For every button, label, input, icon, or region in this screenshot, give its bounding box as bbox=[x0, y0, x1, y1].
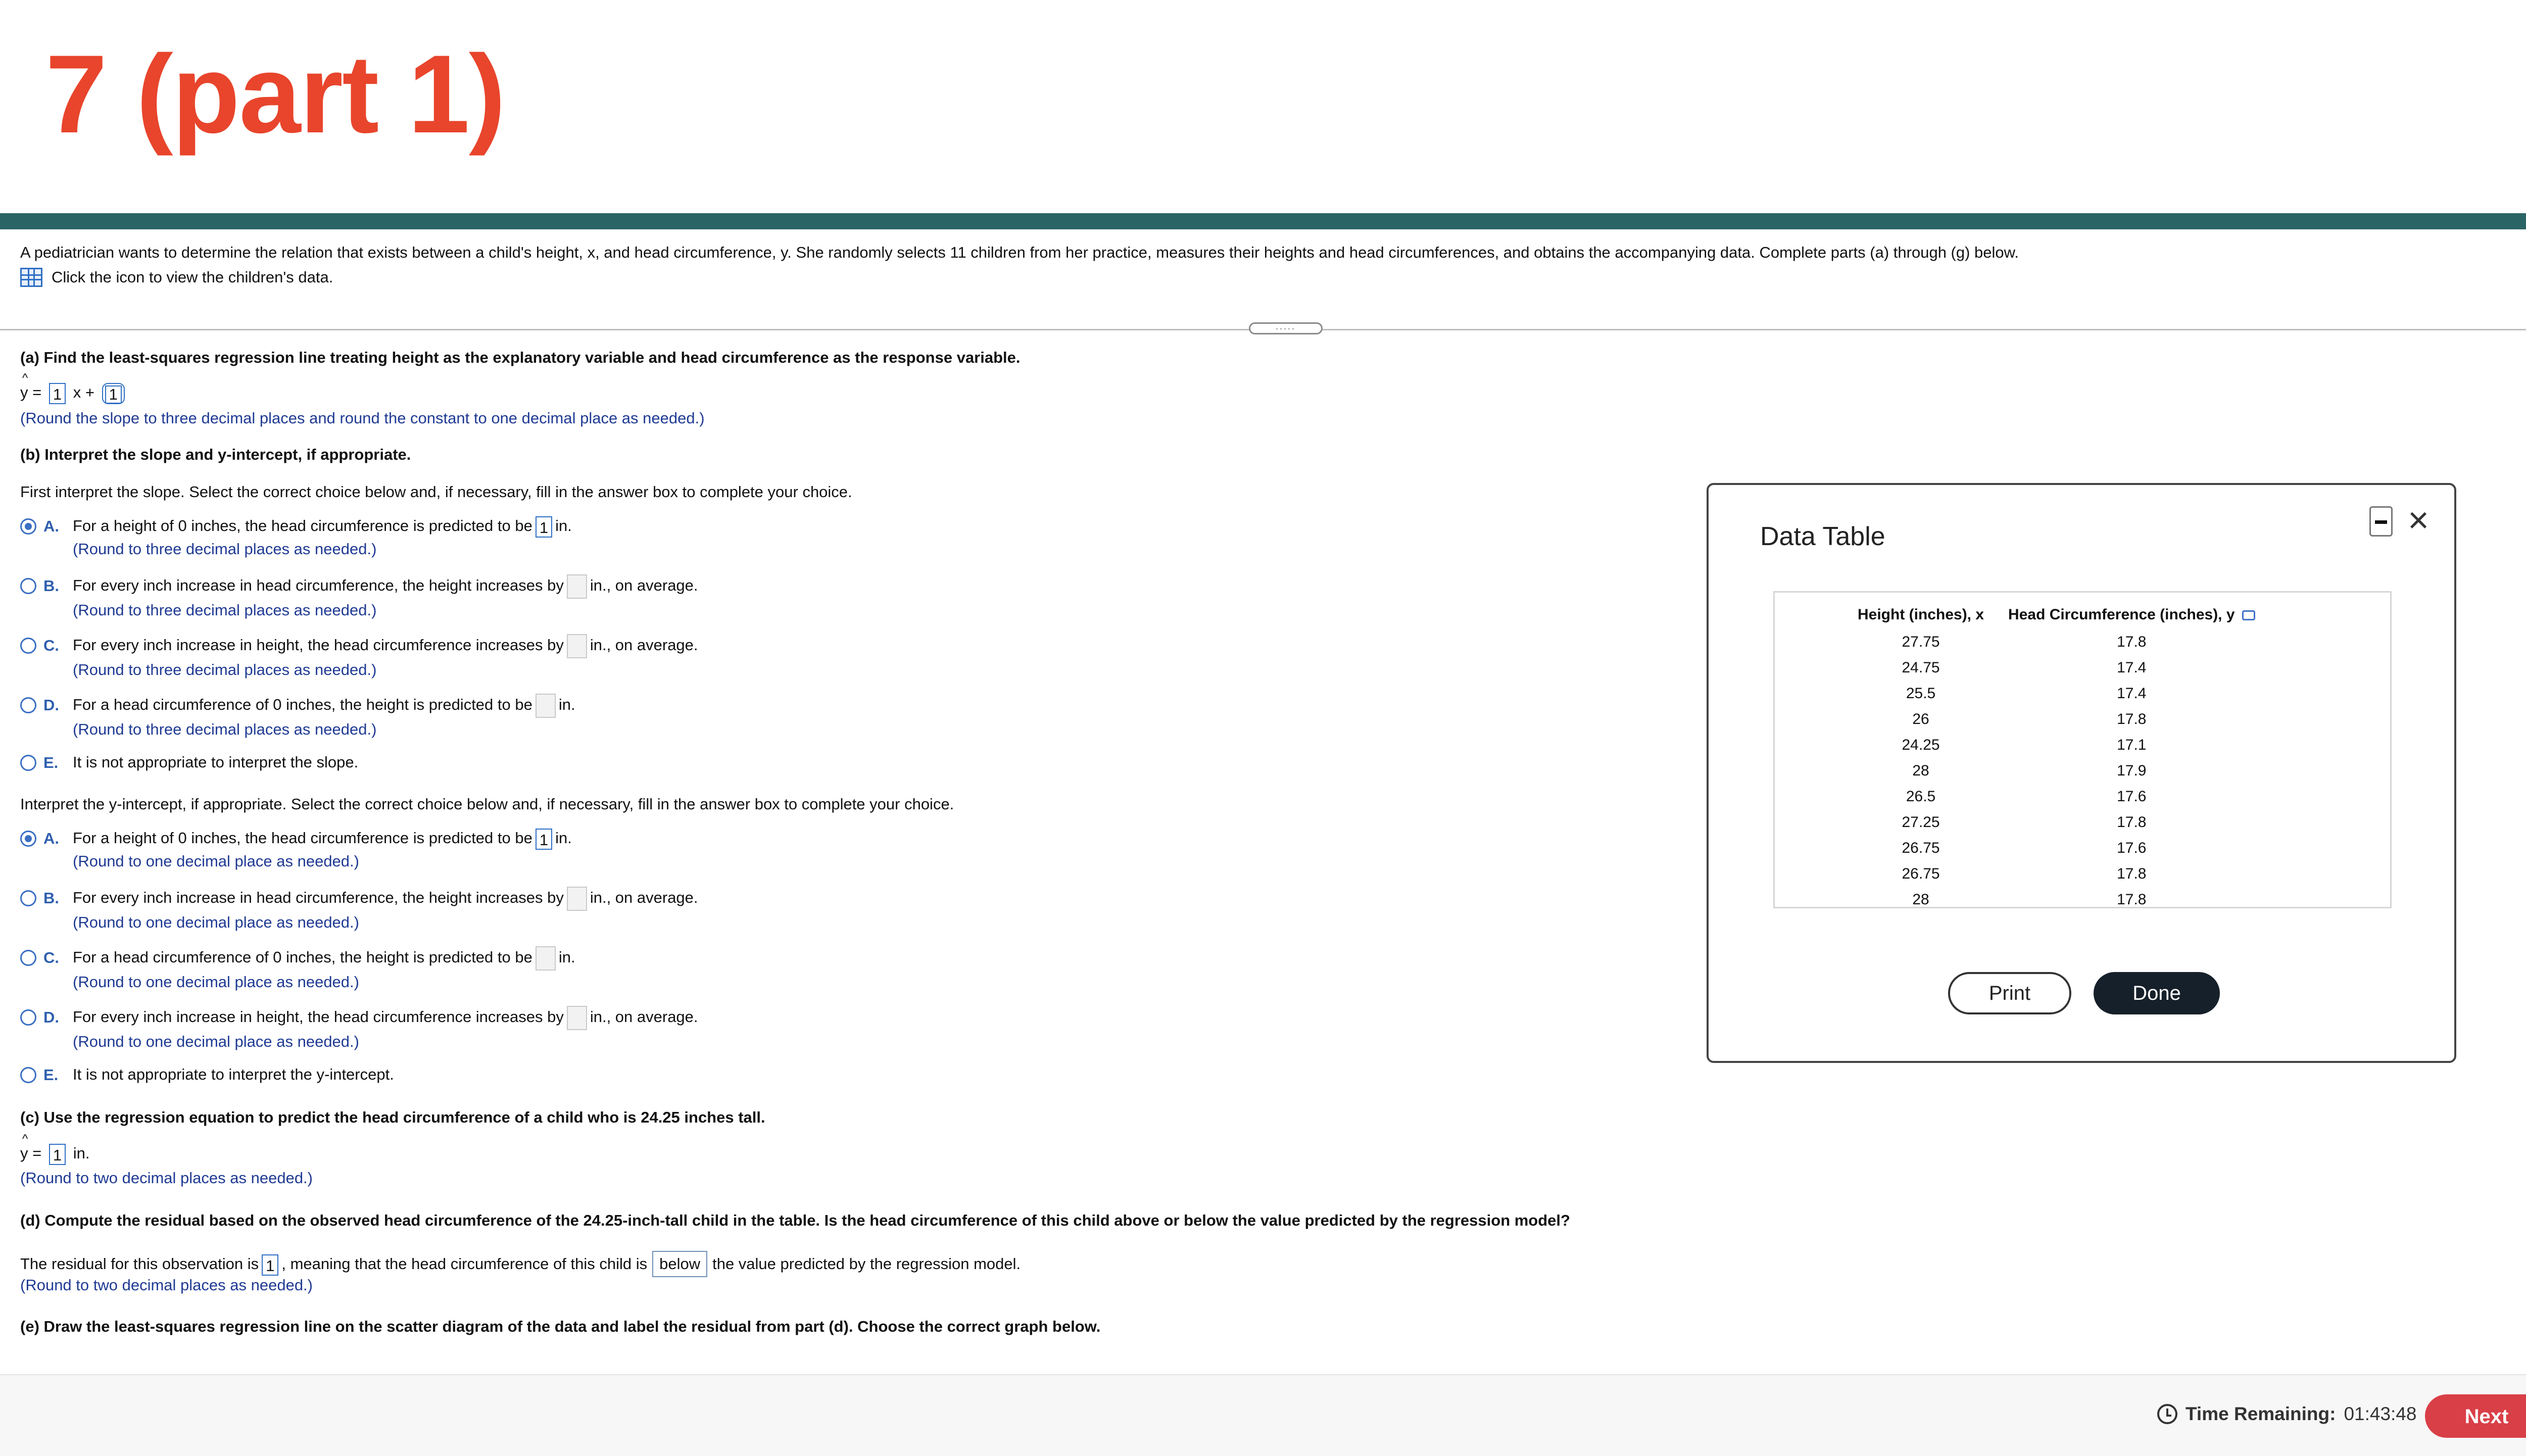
column-header-label: Head Circumference (inches), y bbox=[2008, 606, 2235, 623]
data-table-frame bbox=[1773, 591, 2392, 908]
head-circumference-cell: 17.6 bbox=[2117, 788, 2147, 805]
height-cell: 26.75 bbox=[1902, 839, 1940, 856]
table-grid-icon[interactable] bbox=[20, 268, 42, 287]
table-row bbox=[1845, 706, 2267, 732]
dialog-title: Data Table bbox=[1760, 522, 1885, 551]
head-circumference-cell: 17.8 bbox=[2117, 865, 2147, 882]
radio-button[interactable] bbox=[20, 755, 36, 771]
intercept-a-answer-box[interactable]: 1 bbox=[536, 829, 552, 850]
choice-text: For every inch increase in head circumference, the height increases by bbox=[73, 889, 564, 906]
table-row bbox=[1845, 655, 2267, 681]
next-button[interactable]: Next bbox=[2425, 1394, 2526, 1438]
header-band bbox=[0, 213, 2526, 229]
choice-text: For a height of 0 inches, the head circumference is predicted to be bbox=[73, 517, 532, 535]
choice-text: For every inch increase in head circumference, the height increases by bbox=[73, 576, 564, 594]
residual-text: The residual for this observation is bbox=[20, 1255, 259, 1273]
answer-box-empty[interactable] bbox=[536, 946, 556, 970]
height-cell: 27.75 bbox=[1902, 633, 1940, 650]
timer-value: 01:43:48 bbox=[2344, 1403, 2417, 1424]
timer-label: Time Remaining: bbox=[2185, 1403, 2336, 1424]
slope-choice-d[interactable] bbox=[20, 696, 575, 741]
table-row bbox=[1845, 835, 2267, 861]
table-row bbox=[1845, 809, 2267, 835]
head-circumference-cell: 17.8 bbox=[2117, 633, 2147, 650]
table-row bbox=[1845, 784, 2267, 809]
data-table-dialog bbox=[1707, 483, 2456, 1063]
intercept-choice-e[interactable] bbox=[20, 1066, 394, 1086]
print-button[interactable]: Print bbox=[1948, 972, 2071, 1014]
part-e-prompt: (e) Draw the least-squares regression line on the scatter diagram of the data and label the residual from part (d). Choose the correct graph below. bbox=[20, 1318, 1101, 1335]
intercept-instruction: Interpret the y-intercept, if appropriate. Select the correct choice below and, if necessary, fill in the answer box to complete your choice. bbox=[20, 795, 954, 813]
residual-post-text: the value predicted by the regression model. bbox=[712, 1255, 1021, 1273]
choice-hint: (Round to three decimal places as needed.) bbox=[73, 601, 377, 619]
choice-hint: (Round to one decimal place as needed.) bbox=[73, 913, 359, 931]
choice-hint: (Round to three decimal places as needed.) bbox=[73, 720, 377, 738]
choice-unit: in., on average. bbox=[590, 576, 698, 594]
part-b-prompt: (b) Interpret the slope and y-intercept, if appropriate. bbox=[20, 446, 411, 463]
table-row bbox=[1845, 861, 2267, 887]
part-c-prompt: (c) Use the regression equation to predict the head circumference of a child who is 24.25 inches tall. bbox=[20, 1108, 765, 1126]
slope-choice-e[interactable] bbox=[20, 754, 358, 774]
radio-button[interactable] bbox=[20, 638, 36, 654]
choice-unit: in., on average. bbox=[590, 1008, 698, 1026]
choice-hint: (Round to three decimal places as needed.) bbox=[73, 540, 377, 558]
time-remaining bbox=[2157, 1403, 2416, 1425]
residual-meaning-text: , meaning that the head circumference of this child is bbox=[281, 1255, 648, 1273]
choice-unit: in., on average. bbox=[590, 636, 698, 654]
height-cell: 24.75 bbox=[1902, 659, 1940, 676]
column-header-height: Height (inches), x bbox=[1858, 606, 1984, 623]
answer-box-empty[interactable] bbox=[536, 694, 556, 718]
choice-hint: (Round to three decimal places as needed.) bbox=[73, 660, 377, 678]
table-row bbox=[1845, 681, 2267, 706]
minimize-icon[interactable] bbox=[2369, 506, 2393, 537]
equals-sign: = bbox=[32, 1144, 42, 1162]
equals-sign: = bbox=[32, 383, 42, 402]
radio-button[interactable] bbox=[20, 697, 36, 713]
intercept-value: 1 bbox=[105, 385, 122, 404]
radio-button[interactable] bbox=[20, 578, 36, 594]
choice-letter: A. bbox=[43, 830, 59, 847]
choice-letter: E. bbox=[43, 754, 59, 771]
slope-instruction: First interpret the slope. Select the correct choice below and, if necessary, fill in the answer box to complete your choice. bbox=[20, 483, 852, 501]
radio-button[interactable] bbox=[20, 890, 36, 906]
part-c-hint: (Round to two decimal places as needed.) bbox=[20, 1169, 313, 1187]
radio-button[interactable] bbox=[20, 950, 36, 966]
above-below-select[interactable]: below bbox=[652, 1251, 707, 1277]
height-cell: 24.25 bbox=[1902, 736, 1940, 753]
table-row bbox=[1845, 758, 2267, 784]
height-cell: 25.5 bbox=[1906, 685, 1936, 702]
choice-hint: (Round to one decimal place as needed.) bbox=[73, 1032, 359, 1050]
y-hat-symbol: ^ y bbox=[20, 383, 28, 402]
choice-letter: B. bbox=[43, 577, 59, 595]
part-d-answer-line bbox=[20, 1251, 1021, 1277]
height-cell: 26.5 bbox=[1906, 788, 1936, 805]
choice-text: It is not appropriate to interpret the slope. bbox=[73, 753, 359, 771]
head-circumference-cell: 17.8 bbox=[2117, 813, 2147, 831]
choice-letter: D. bbox=[43, 696, 59, 714]
head-circumference-cell: 17.8 bbox=[2117, 891, 2147, 908]
choice-hint: (Round to one decimal place as needed.) bbox=[73, 852, 359, 870]
head-circumference-cell: 17.1 bbox=[2117, 736, 2147, 753]
y-hat-symbol: ^ y bbox=[20, 1144, 28, 1162]
unit-label: in. bbox=[73, 1144, 90, 1162]
intercept-answer-box[interactable] bbox=[102, 383, 125, 404]
choice-text: For a head circumference of 0 inches, the height is predicted to be bbox=[73, 948, 532, 966]
part-a-prompt: (a) Find the least-squares regression line treating height as the explanatory variable and head circumference as the response variable. bbox=[20, 349, 1021, 366]
height-cell: 27.25 bbox=[1902, 813, 1940, 831]
copy-icon[interactable] bbox=[2242, 610, 2255, 620]
x-plus-label: x + bbox=[73, 383, 94, 402]
clock-icon bbox=[2157, 1404, 2177, 1424]
head-circumference-cell: 17.9 bbox=[2117, 762, 2147, 779]
head-circumference-cell: 17.4 bbox=[2117, 685, 2147, 702]
choice-unit: in. bbox=[558, 696, 575, 713]
close-icon[interactable]: × bbox=[2408, 500, 2430, 541]
choice-text: It is not appropriate to interpret the y-intercept. bbox=[73, 1065, 394, 1083]
radio-button-selected[interactable] bbox=[20, 831, 36, 847]
answer-box-empty[interactable] bbox=[567, 574, 587, 599]
radio-button[interactable] bbox=[20, 1067, 36, 1083]
column-header-head-circumference bbox=[1996, 601, 2267, 629]
done-button[interactable]: Done bbox=[2094, 972, 2220, 1014]
height-cell: 26.75 bbox=[1902, 865, 1940, 882]
part-d-hint: (Round to two decimal places as needed.) bbox=[20, 1276, 313, 1294]
choice-letter: B. bbox=[43, 889, 59, 907]
choice-letter: D. bbox=[43, 1008, 59, 1026]
height-cell: 26 bbox=[1912, 710, 1929, 727]
choice-hint: (Round to one decimal place as needed.) bbox=[73, 973, 359, 991]
height-cell: 28 bbox=[1912, 891, 1929, 908]
choice-text: For every inch increase in height, the head circumference increases by bbox=[73, 636, 564, 654]
height-cell: 28 bbox=[1912, 762, 1929, 779]
status-bar bbox=[0, 1374, 2526, 1456]
slope-a-answer-box[interactable]: 1 bbox=[536, 516, 552, 538]
choice-text: For a head circumference of 0 inches, the height is predicted to be bbox=[73, 696, 532, 713]
intercept-choice-c[interactable] bbox=[20, 949, 575, 994]
slope-choice-a[interactable] bbox=[20, 517, 572, 561]
choice-letter: C. bbox=[43, 949, 59, 966]
choice-unit: in. bbox=[558, 948, 575, 966]
head-circumference-cell: 17.4 bbox=[2117, 659, 2147, 676]
intercept-choice-a[interactable] bbox=[20, 830, 572, 873]
choice-unit: in. bbox=[555, 517, 572, 535]
intercept-choice-d[interactable] bbox=[20, 1008, 698, 1053]
choice-letter: C. bbox=[43, 637, 59, 654]
choice-letter: E. bbox=[43, 1066, 59, 1084]
table-row bbox=[1845, 887, 2267, 912]
choice-text: For a height of 0 inches, the head circumference is predicted to be bbox=[73, 829, 532, 847]
slope-choice-b[interactable] bbox=[20, 577, 698, 622]
data-table bbox=[1845, 601, 2267, 912]
choice-unit: in., on average. bbox=[590, 889, 698, 906]
view-data-link[interactable] bbox=[20, 268, 333, 287]
head-circumference-cell: 17.6 bbox=[2117, 839, 2147, 856]
answer-box-empty[interactable] bbox=[567, 634, 587, 658]
part-a-equation bbox=[20, 383, 128, 404]
answer-box-empty[interactable] bbox=[567, 887, 587, 911]
head-circumference-cell: 17.8 bbox=[2117, 710, 2147, 727]
table-row bbox=[1845, 629, 2267, 655]
table-body bbox=[1845, 629, 2267, 912]
problem-statement: A pediatrician wants to determine the relation that exists between a child's height, x, and head circumference, y. She randomly selects 11 children from her practice, measures their heights and head circumferences, and obtains the accompanying data. Complete parts (a) through (g) below. bbox=[20, 244, 2019, 261]
view-data-label: Click the icon to view the children's data. bbox=[52, 268, 333, 286]
resize-handle[interactable]: ..... bbox=[1249, 322, 1323, 334]
answer-box-empty[interactable] bbox=[567, 1006, 587, 1030]
radio-button-selected[interactable] bbox=[20, 518, 36, 535]
choice-unit: in. bbox=[555, 829, 572, 847]
slope-answer-box[interactable]: 1 bbox=[49, 383, 66, 404]
residual-answer-box[interactable]: 1 bbox=[262, 1254, 278, 1276]
part-a-hint: (Round the slope to three decimal places and round the constant to one decimal place as needed.) bbox=[20, 409, 705, 427]
radio-button[interactable] bbox=[20, 1009, 36, 1026]
page-title: 7 (part 1) bbox=[45, 32, 505, 156]
intercept-choice-b[interactable] bbox=[20, 889, 698, 934]
prediction-answer-box[interactable]: 1 bbox=[49, 1144, 66, 1165]
choice-letter: A. bbox=[43, 517, 59, 535]
part-c-equation bbox=[20, 1144, 89, 1165]
slope-choice-c[interactable] bbox=[20, 637, 698, 682]
choice-text: For every inch increase in height, the head circumference increases by bbox=[73, 1008, 564, 1026]
table-row bbox=[1845, 732, 2267, 758]
part-d-prompt: (d) Compute the residual based on the observed head circumference of the 24.25-inch-tall child in the table. Is the head circumference of this child above or below the value predicted by the regression model? bbox=[20, 1211, 1570, 1229]
